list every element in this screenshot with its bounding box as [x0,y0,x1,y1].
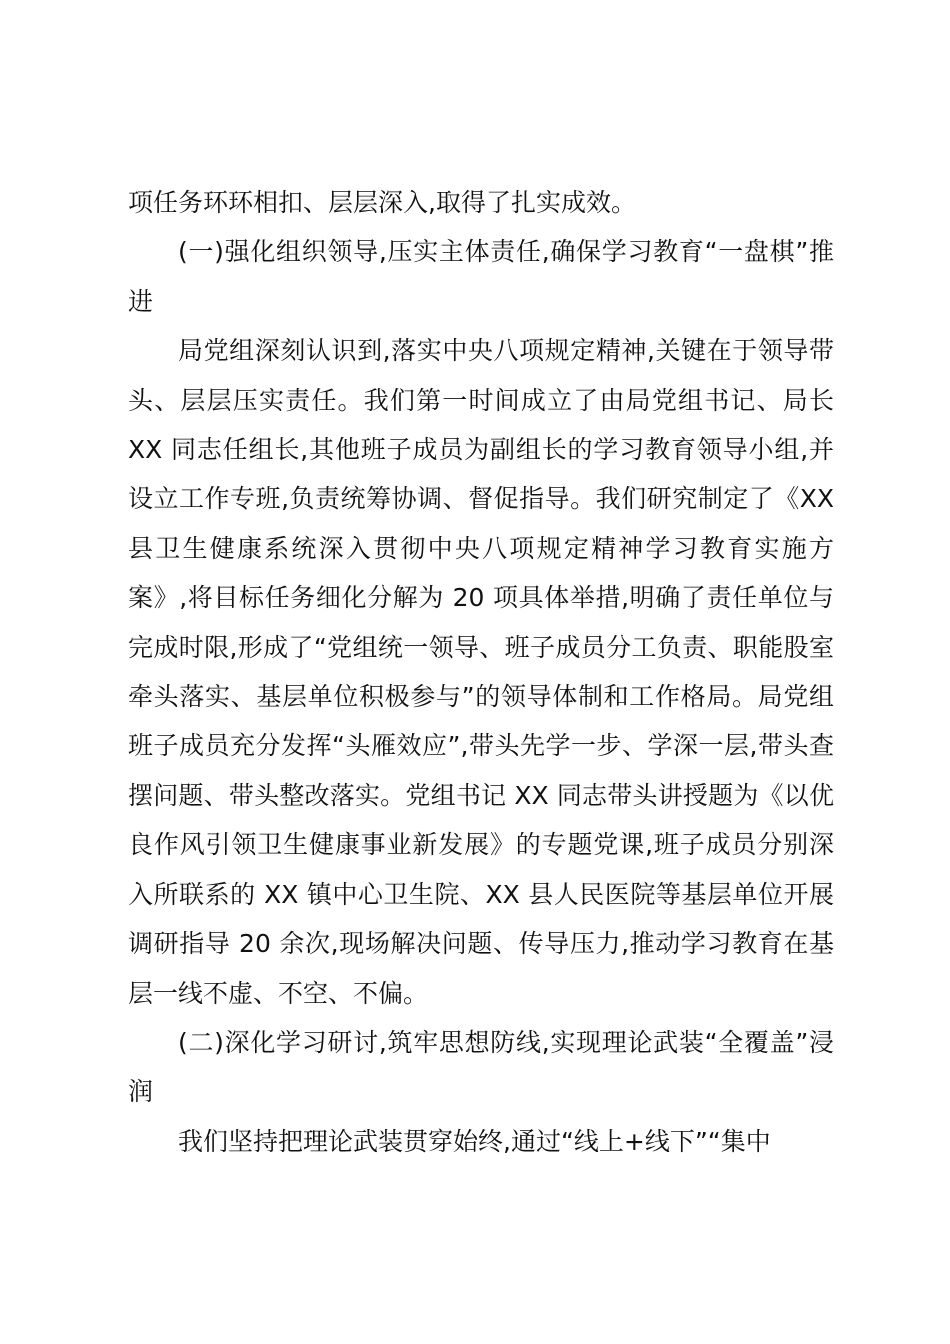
section-heading-2: (二)深化学习研讨,筑牢思想防线,实现理论武装“全覆盖”浸润 [128,1027,834,1107]
paragraph-leadership: 局党组深刻认识到,落实中央八项规定精神,关键在于领导带头、层层压实责任。我们第一时间成立了由局党组书记、局长 XX 同志任组长,其他班子成员为副组长的学习教育领导小组,并设立工作专班,负责统筹协调、督促指导。我们研究制定了《XX 县卫生健康系统深入贯彻中央八项规定精神学习教育实施方案》,将目标任务细化分解为 20 项具体举措,明确了责任单位与完成时限,形成了“党组统一领导、班子成员分工负责、职能股室牵头落实、基层单位积极参与”的领导体制和工作格局。局党组班子成员充分发挥“头雁效应”,带头先学一步、学深一层,带头查摆问题、带头整改落实。党组书记 XX 同志带头讲授题为《以优良作风引领卫生健康事业新发展》的专题党课,班子成员分别深入所联系的 XX 镇中心卫生院、XX 县人民医院等基层单位开展调研指导 20 余次,现场解决问题、传导压力,推动学习教育在基层一线不虚、不空、不偏。 [128,336,834,1008]
section-heading-1: (一)强化组织领导,压实主体责任,确保学习教育“一盘棋”推进 [128,237,834,316]
paragraph-continued: 项任务环环相扣、层层深入,取得了扎实成效。 [128,188,636,217]
paragraph-theory: 我们坚持把理论武装贯穿始终,通过“线上+线下”“集中 [178,1126,771,1156]
document-body [128,178,834,1166]
